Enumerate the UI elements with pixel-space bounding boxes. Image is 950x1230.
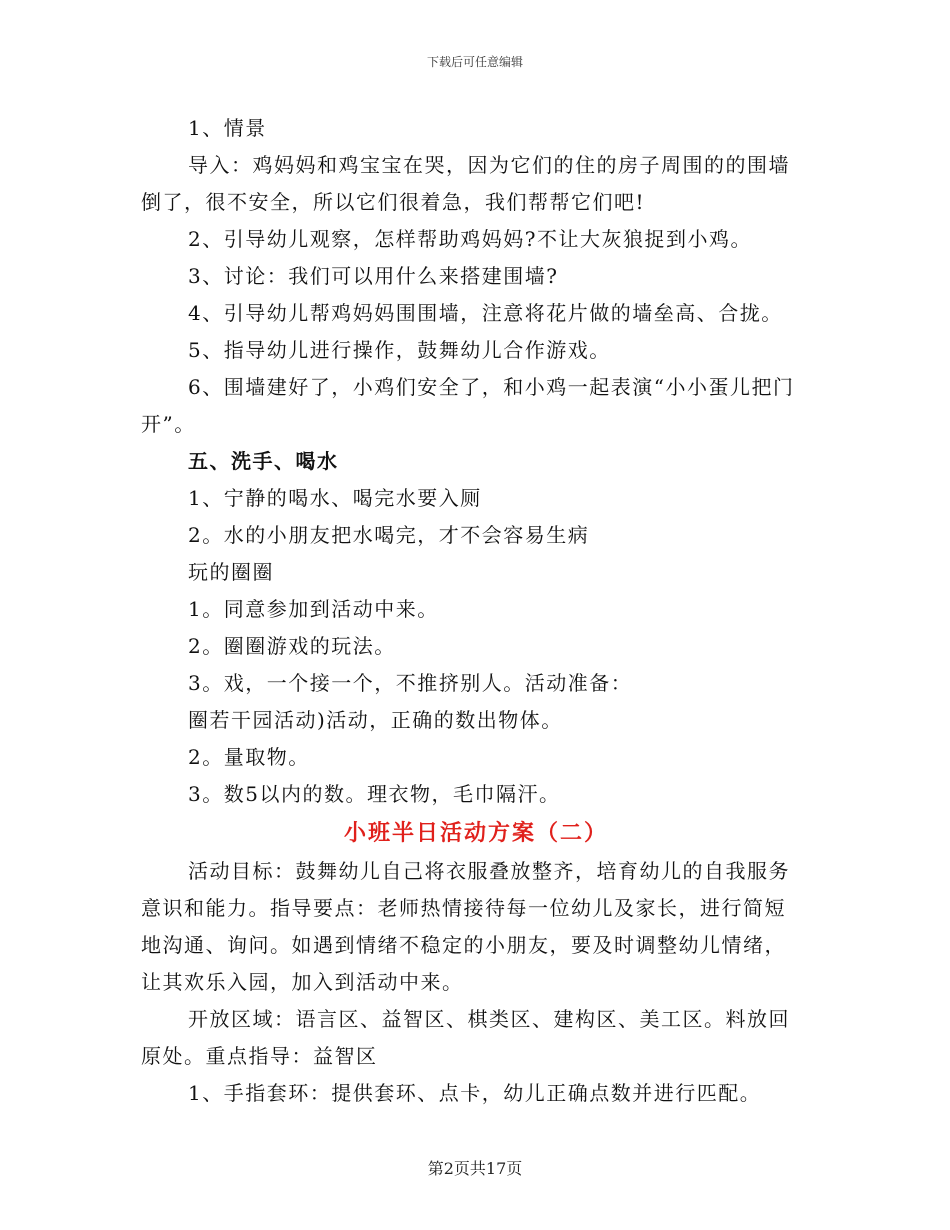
paragraph: 2。圈圈游戏的玩法。	[188, 634, 396, 658]
paragraph: 2、引导幼儿观察，怎样帮助鸡妈妈?不让大灰狼捉到小鸡。	[188, 227, 752, 251]
paragraph: 1、宁静的喝水、喝完水要入厕	[188, 486, 482, 510]
document-body	[141, 110, 811, 1112]
paragraph: 3、讨论：我们可以用什么来搭建围墙?	[188, 264, 559, 288]
paragraph: 3。数5以内的数。理衣物，毛巾隔汗。	[188, 782, 561, 806]
paragraph: 4、引导幼儿帮鸡妈妈围围墙，注意将花片做的墙垒高、合拢。	[188, 301, 783, 325]
paragraph: 倒了，很不安全，所以它们很着急，我们帮帮它们吧!	[141, 190, 646, 214]
page-header: 下载后可任意编辑	[426, 55, 523, 69]
paragraph: 玩的圈圈	[188, 560, 274, 584]
paragraph: 开放区域：语言区、益智区、棋类区、建构区、美工区。料放回	[188, 1007, 790, 1031]
paragraph: 活动目标：鼓舞幼儿自己将衣服叠放整齐，培育幼儿的自我服务	[188, 859, 790, 883]
paragraph: 1、情景	[188, 116, 267, 140]
paragraph: 让其欢乐入园，加入到活动中来。	[141, 970, 464, 994]
paragraph: 圈若干园活动)活动，正确的数出物体。	[188, 708, 563, 732]
subheading: 五、洗手、喝水	[188, 449, 339, 473]
paragraph: 意识和能力。指导要点：老师热情接待每一位幼儿及家长，进行简短	[141, 896, 786, 920]
paragraph: 3。戏，一个接一个，不推挤别人。活动准备：	[188, 671, 633, 695]
paragraph: 地沟通、询问。如遇到情绪不稳定的小朋友，要及时调整幼儿情绪，	[141, 933, 786, 957]
paragraph: 2。水的小朋友把水喝完，才不会容易生病	[188, 523, 590, 547]
paragraph: 开”。	[141, 412, 196, 436]
section-title: 小班半日活动方案（二）	[343, 820, 608, 846]
paragraph: 2。量取物。	[188, 745, 310, 769]
paragraph: 原处。重点指导：益智区	[141, 1044, 378, 1068]
paragraph: 5、指导幼儿进行操作，鼓舞幼儿合作游戏。	[188, 338, 611, 362]
paragraph: 1。同意参加到活动中来。	[188, 597, 439, 621]
paragraph: 导入：鸡妈妈和鸡宝宝在哭，因为它们的住的房子周围的的围墙	[188, 153, 790, 177]
paragraph: 6、围墙建好了，小鸡们安全了，和小鸡一起表演“小小蛋儿把门	[188, 375, 795, 399]
paragraph: 1、手指套环：提供套环、点卡，幼儿正确点数并进行匹配。	[188, 1081, 762, 1105]
page-footer: 第2页共17页	[427, 1159, 523, 1178]
